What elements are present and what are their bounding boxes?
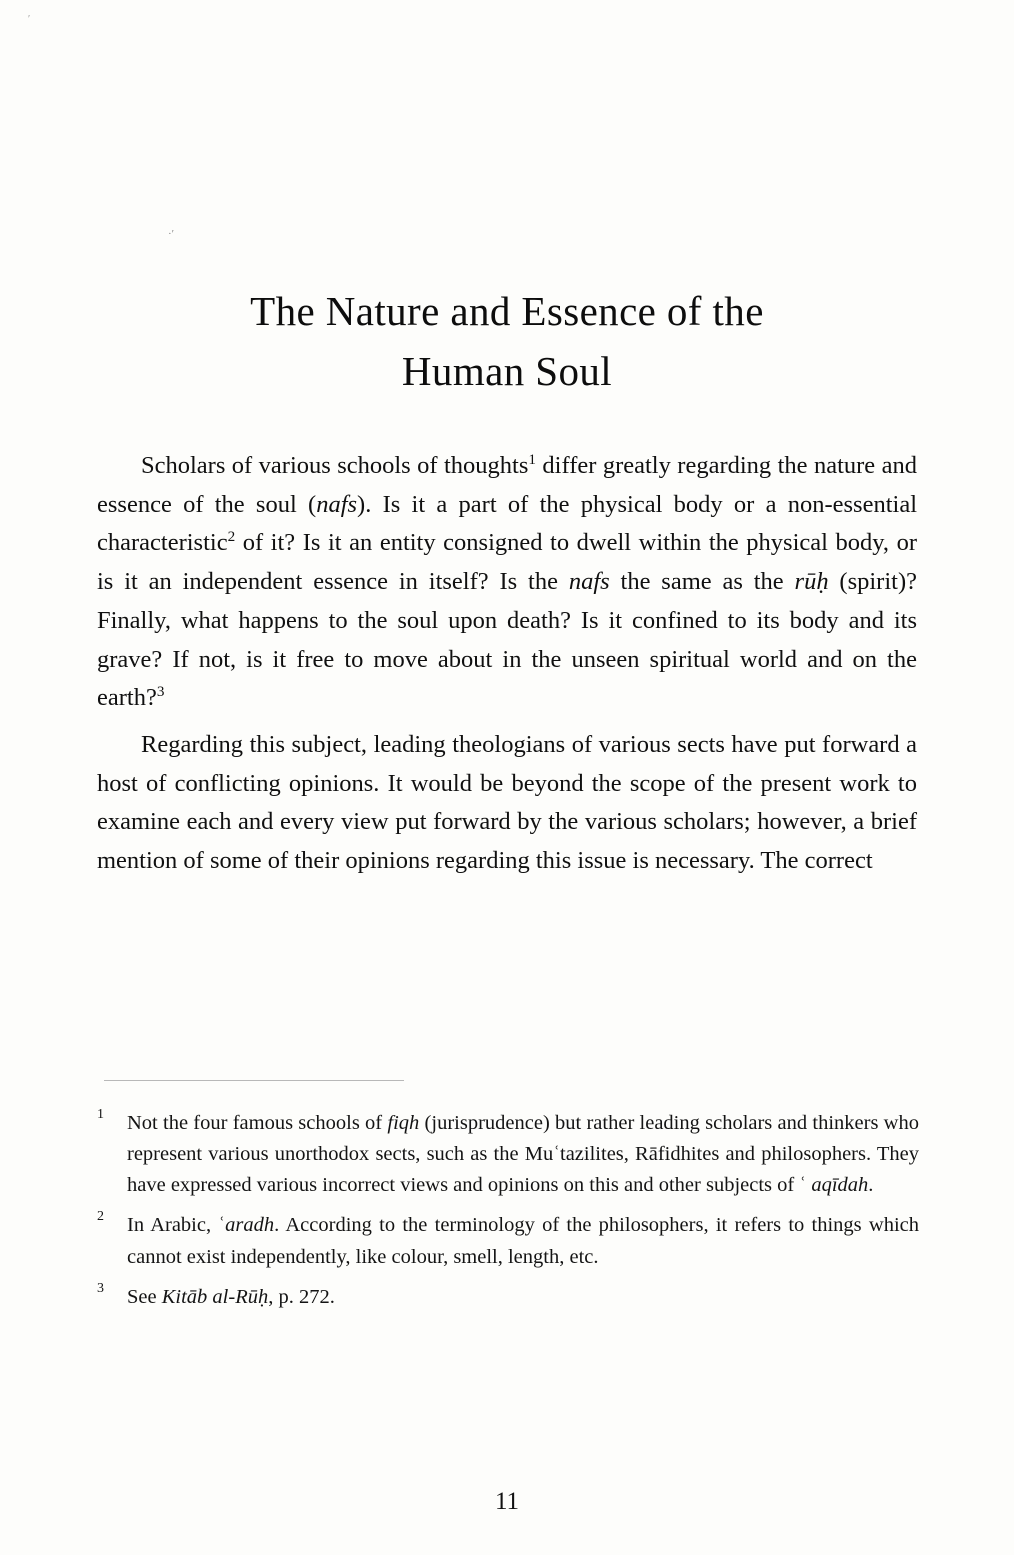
footnote-2 [97,1210,919,1272]
page-title [97,282,917,401]
footnote-1-text: Not the four famous schools of fiqh (jurisprudence) but rather leading scholars and thinkers who represent various unorthodox sects, such as the Muʿtazilites, Rāfidhites and philosophers. They have expressed various incorrect views and opinions on this and other subjects of ʿ aqīdah. [127,1112,919,1197]
footnote-3-text: See Kitāb al-Rūḥ, p. 272. [127,1285,335,1308]
page-title-line-2: Human Soul [401,347,613,394]
body-text [97,447,917,881]
paragraph-1: Scholars of various schools of thoughts$^1$ differ greatly regarding the nature and essence of the soul (nafs). Is it a part of the physical body or a non-essential characteristic$^2$ of it? Is it an entity consigned to dwell within the physical body, or is it an independent essence in itself? Is the nafs the same as the rūḥ (spirit)? Finally, what happens to the soul upon death? Is it confined to its body and its grave? If not, is it free to move about in the unseen spiritual world and on the earth?$^3$ [97,450,917,712]
page-number: 11 [494,1488,520,1515]
scan-artifact-top-left: ʹ [28,14,31,25]
paragraph-2: Regarding this subject, leading theologians of various sects have put forward a host of conflicting opinions. It would be beyond the scope of the present work to examine each and every view put forward by the various scholars; however, a brief mention of some of their opinions regarding this issue is necessary. The correct [97,730,917,875]
footnote-1 [97,1108,919,1201]
footnote-3-marker: 3 [97,1280,104,1296]
footnotes [97,1108,919,1322]
footnote-3 [97,1282,919,1313]
scan-artifact-margin: ·ʹ [168,228,175,240]
footnote-2-marker: 2 [97,1209,104,1225]
footnote-2-text: In Arabic, ʿaradh. According to the terminology of the philosophers, it refers to things which cannot exist independently, like colour, smell, length, etc. [127,1214,919,1268]
footnote-1-marker: 1 [97,1107,104,1122]
footnote-separator-rule [104,1080,404,1081]
page-title-line-1: The Nature and Essence of the [250,288,764,335]
